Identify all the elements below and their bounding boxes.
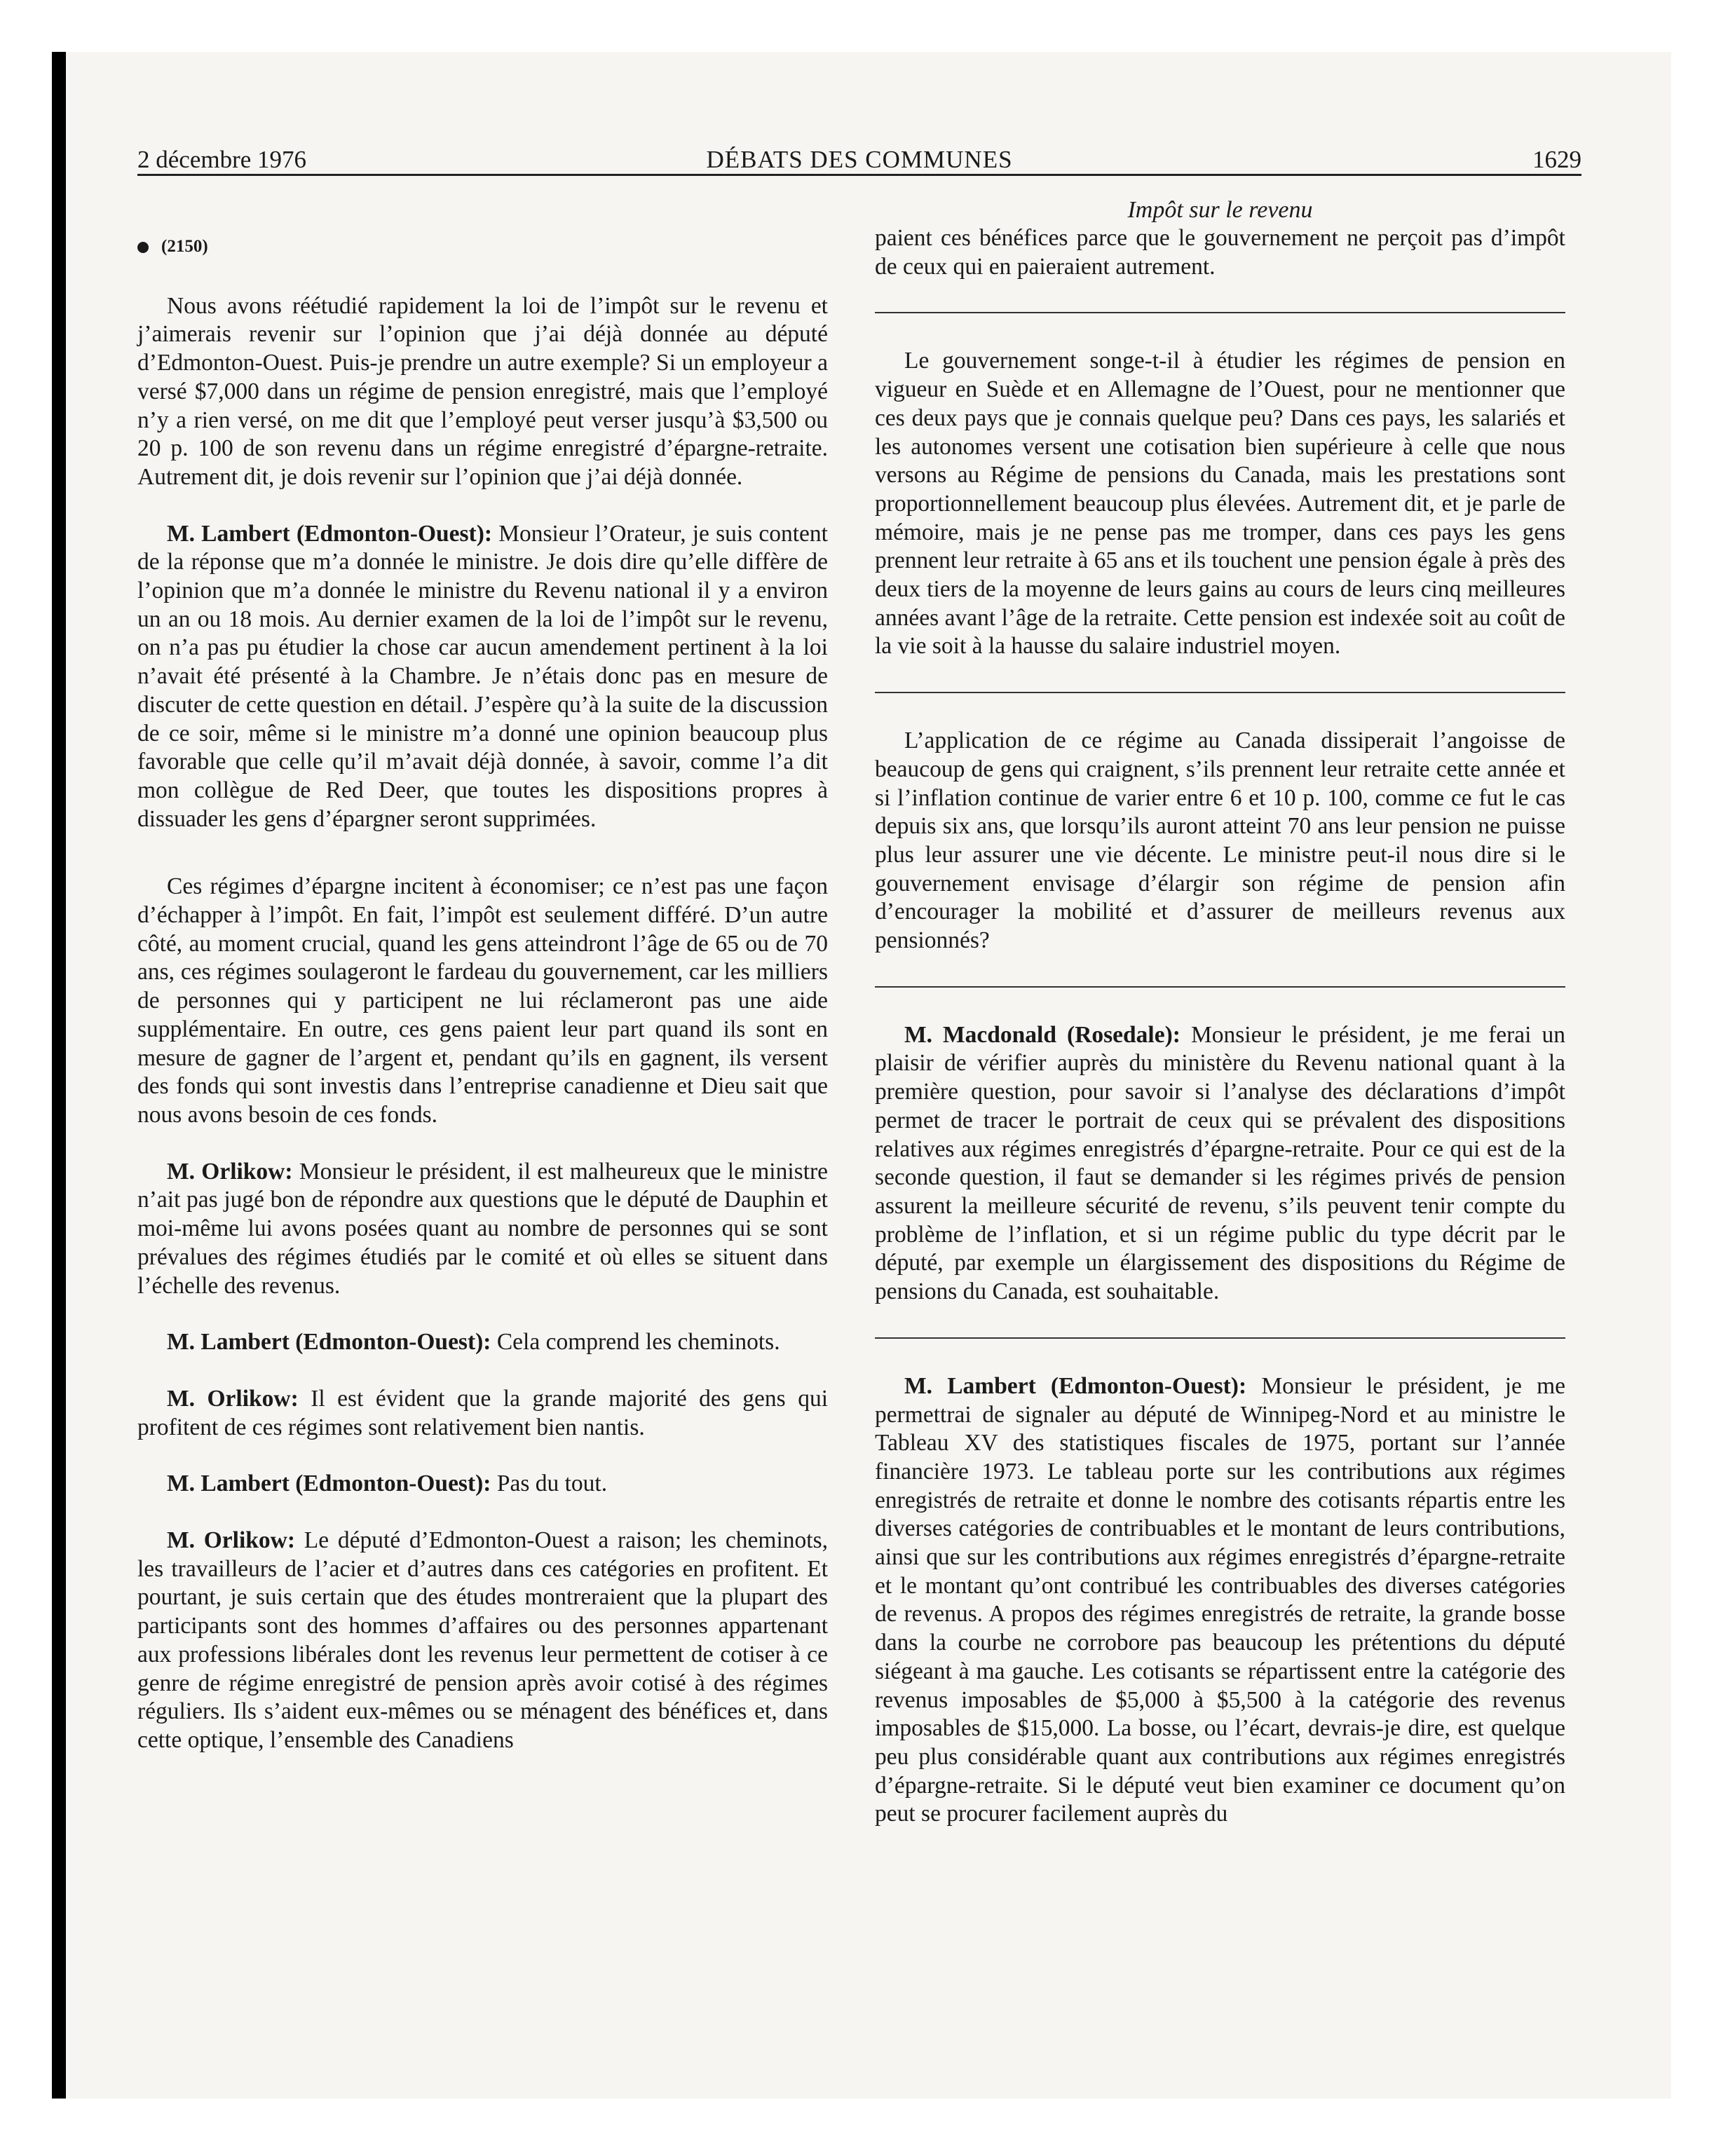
speaker: M. Orlikow: [167,1527,296,1554]
paragraph [137,1527,828,1755]
paragraph-text: Le gouvernement songe-t-il à étudier les régimes de pension en vigueur en Suède et en Allemagne de l’Ouest, pour ne mentionner que ces deux pays que je connais quelque peu? Dans ces pays, les salariés et les autonomes versent une cotisation bien supérieure à celle que nous versons au Régime de pensions du Canada, mais les prestations sont proportionnellement beaucoup plus élevées. Autrement dit, et je parle de mémoire, mais je ne pense pas me tromper, dans ces pays les gens prennent leur retraite à 65 ans et ils touchent une pension égale à près des deux tiers de la moyenne de leurs gains au cours de leurs cinq meilleures années avant l’âge de la retraite. Cette pension est indexée soit au coût de la vie soit à la hausse du salaire industriel moyen. [875,348,1565,660]
speaker: M. Lambert (Edmonton-Ouest): [167,1471,491,1497]
scan-edge [52,52,66,2099]
time-stamp [137,233,828,261]
paragraph [875,1372,1565,1829]
bullet-icon [137,242,149,253]
paragraph-text: Il est évident que la grande majorité des gens qui profitent de ces régimes sont relativement bien nantis. [137,1385,829,1440]
section-separator [875,312,1565,313]
paragraph [137,873,828,1129]
speaker: M. Macdonald (Rosedale): [904,1021,1181,1048]
paragraph [875,727,1565,955]
header-date: 2 décembre 1976 [137,146,307,173]
paragraph-text: Monsieur le président, il est malheureux que le ministre n’ait pas jugé bon de répondre aux questions que le député de Dauphin et moi-même lui avons posées quant au nombre de personnes qui se sont prévalues des régimes étudiés par le comité et où elles se situent dans l’échelle des revenus. [137,1158,829,1299]
speaker: M. Lambert (Edmonton-Ouest): [904,1372,1247,1399]
section-separator [875,1337,1565,1339]
paragraph-text: Ces régimes d’épargne incitent à économiser; ce n’est pas une façon d’échapper à l’impôt. En fait, l’impôt est seulement différé. D’un autre côté, au moment crucial, quand les gens atteindront l’âge de 65 ou de 70 ans, ces régimes soulageront le fardeau du gouvernement, car les milliers de personnes qui y participent ne lui réclameront pas une aide supplémentaire. En outre, ces gens paient leur part quand ils sont en mesure de gagner de l’argent et, pendant qu’ils en gagnent, ils versent des fonds qui sont investis dans l’entreprise canadienne et Dieu sait que nous avons besoin de ces fonds. [137,873,828,1128]
section-separator [875,692,1565,693]
section-separator [875,986,1565,988]
speaker: M. Orlikow: [167,1158,293,1185]
paragraph-text: L’application de ce régime au Canada dissiperait l’angoisse de beaucoup de gens qui craignent, s’ils prennent leur retraite cette année et si l’inflation continue de varier entre 6 et 10 p. 100, comme ce fut le cas depuis six ans, que lorsqu’ils auront atteint 70 ans leur pension ne puisse plus leur assurer une vie décente. Le ministre peut-il nous dire si le gouvernement envisage d’élargir son régime de pension afin d’encourager la mobilité et d’assurer de meilleurs revenus aux pensionnés? [875,728,1565,954]
continuation-paragraph: paient ces bénéfices parce que le gouvernement ne perçoit pas d’impôt de ceux qui en paieraient autrement. [875,225,1565,280]
paragraph [137,1328,828,1357]
right-column [875,196,1565,1829]
paragraph-text: Le député d’Edmonton-Ouest a raison; les cheminots, les travailleurs de l’acier et d’autres dans ces catégories en profitent. Et pourtant, je suis certain que des études montreraient que la plupart des participants sont des hommes d’affaires ou des personnes appartenant aux professions libérales dont les revenus leur permettent de cotiser à ce genre de régime enregistré de pension après avoir cotisé à des régimes réguliers. Ils s’aident eux-mêmes ou se ménagent des bénéfices et, dans cette optique, l’ensemble des Canadiens [137,1527,828,1753]
speaker: M. Lambert (Edmonton-Ouest): [167,520,493,547]
paragraph [137,1158,828,1301]
paragraph-text: Monsieur le président, je me ferai un plaisir de vérifier auprès du ministère du Revenu national quant à la première question, pour savoir si l’analyse des déclarations d’impôt permet de tracer le portrait de ceux qui se prévalent des dispositions relatives aux régimes enregistrés d’épargne-retraite. Pour ce qui est de la seconde question, il faut se demander si les régimes privés de pension assurent la meilleure sécurité de revenu, s’ils peuvent tenir compte du problème de l’inflation, et si un régime public du type décrit par le député, par exemple un élargissement des dispositions du Régime de pensions du Canada, est souhaitable. [875,1021,1566,1305]
time-stamp-text: (2150) [161,237,208,256]
paragraph [137,292,828,492]
paragraph [137,520,828,834]
paragraph-text: Nous avons réétudié rapidement la loi de l’impôt sur le revenu et j’aimerais revenir sur l’opinion que j’ai déjà donnée au député d’Edmonton-Ouest. Puis-je prendre un autre exemple? Si un employeur a versé $7,000 dans un régime de pension enregistré, mais que l’employé n’y a rien versé, on me dit que l’employé peut verser jusqu’à $3,500 ou 20 p. 100 de son revenu dans un régime enregistré d’épargne-retraite. Autrement dit, je dois revenir sur l’opinion que j’ai déjà donnée. [137,292,828,490]
paragraph-text: Monsieur l’Orateur, je suis content de la réponse que m’a donnée le ministre. Je dois dire qu’elle diffère de l’opinion que m’a donnée le ministre du Revenu national il y a environ un an ou 18 mois. Au dernier examen de la loi de l’impôt sur le revenu, on n’a pas pu étudier la chose car aucun amendement pertinent à la loi n’avait été présenté à la Chambre. Je n’étais donc pas en mesure de discuter de cette question en détail. J’espère qu’à la suite de la discussion de ce soir, même si le ministre m’a donné une opinion beaucoup plus favorable que celle qu’il m’avait déjà donnée, à savoir, comme l’a dit mon collègue de Red Deer, que toutes les dispositions propres à dissuader les gens d’épargner seront supprimées. [137,520,828,832]
speaker: M. Lambert (Edmonton-Ouest): [167,1329,491,1356]
page-number: 1629 [1532,146,1581,173]
header-title: DÉBATS DES COMMUNES [706,146,1013,173]
paragraph-text: Pas du tout. [496,1471,608,1497]
paragraph [137,1385,828,1442]
left-column [137,196,828,1755]
speaker: M. Orlikow: [167,1385,299,1412]
paragraph-text: Cela comprend les cheminots. [496,1329,780,1356]
header-rule [137,174,1581,176]
running-head: Impôt sur le revenu [1127,197,1313,223]
paragraph [875,1021,1565,1306]
paragraph-text: Monsieur le président, je me permettrai de signaler au député de Winnipeg-Nord et au ministre le Tableau XV des statistiques fiscales de 1975, portant sur l’année financière 1973. Le tableau porte sur les contributions aux régimes enregistrés de retraite et donne le nombre des cotisants répartis entre les diverses catégories de contribuables et le montant de leurs contributions, ainsi que sur les contributions aux régimes enregistrés d’épargne-retraite et le montant qu’ont contribué les contribuables des diverses catégories de revenus. A propos des régimes enregistrés de retraite, la grande bosse dans la courbe ne corrobore pas beaucoup les prétentions du député siégeant à ma gauche. Les cotisants se répartissent entre la catégorie des revenus imposables de $5,000 à $5,500 à la catégorie des revenus imposables de $15,000. La bosse, ou l’écart, devrais-je dire, est quelque peu plus considérable quant aux contributions aux régimes enregistrés d’épargne-retraite. Si le député veut bien examiner ce document qu’on peut se procurer facilement auprès du [875,1372,1566,1827]
paragraph [137,1470,828,1499]
paragraph [875,347,1565,661]
